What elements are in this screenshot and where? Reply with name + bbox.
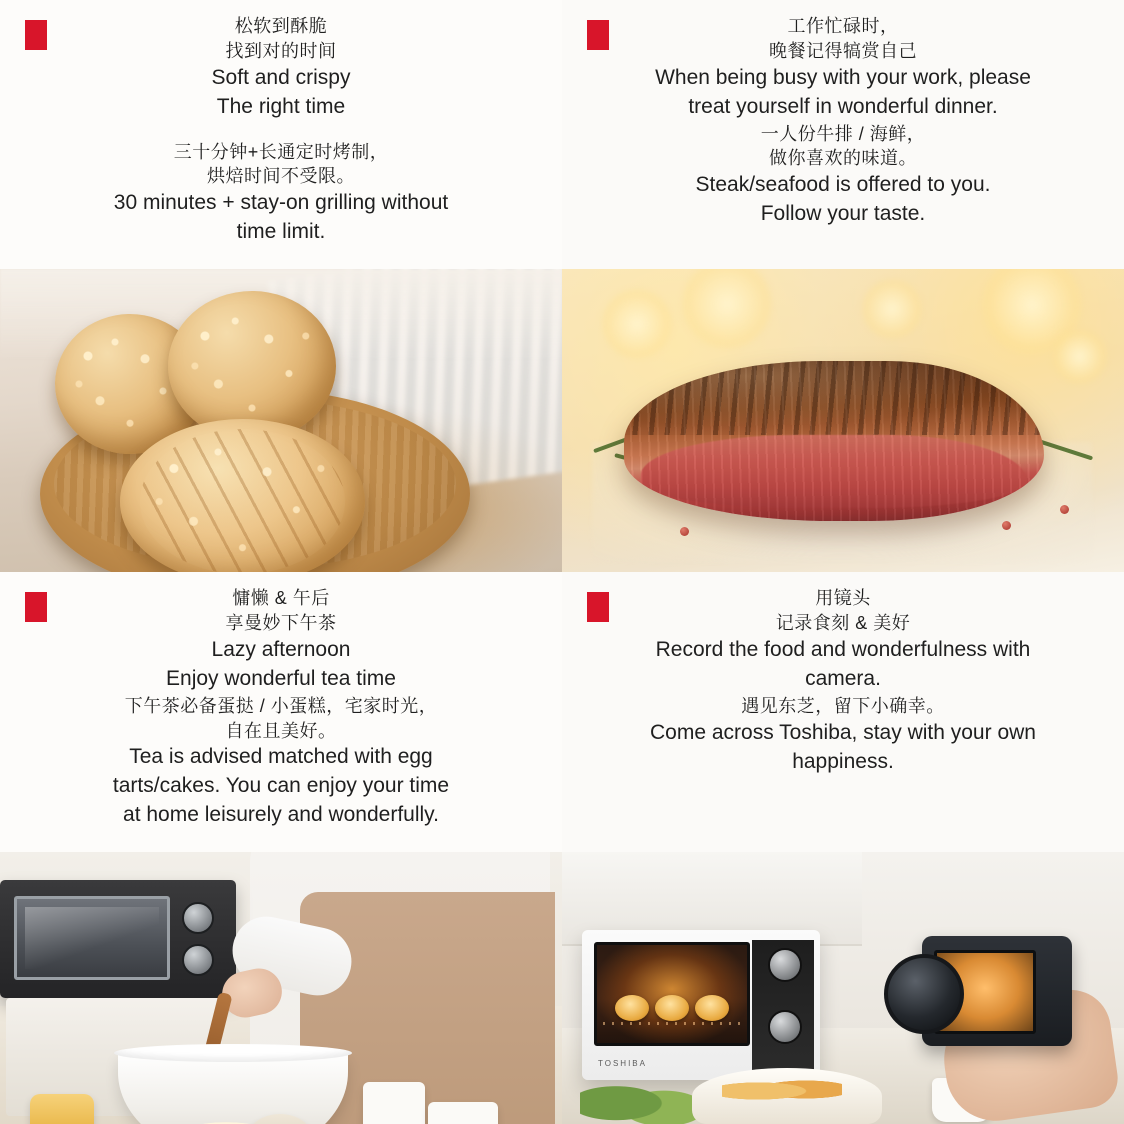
- steak-photo: [562, 269, 1124, 572]
- text-line: time limit.: [236, 220, 326, 244]
- text-line: 记录食刻 & 美好: [775, 613, 911, 634]
- oven-brand-label: TOSHIBA: [598, 1059, 647, 1069]
- whisking-photo-art: [0, 852, 562, 1124]
- text-line: Record the food and wonderfulness with: [655, 637, 1031, 661]
- text-block-busy-work-dinner: [562, 0, 1124, 269]
- text-line: 遇见东芝，留下小确幸。: [741, 695, 945, 716]
- text-lines: [618, 14, 1068, 229]
- text-line: 三十分钟+长通定时烤制，: [173, 141, 389, 162]
- red-square-marker-icon: [25, 592, 47, 622]
- steak-photo-art: [562, 269, 1124, 572]
- text-line: 慵懒 & 午后: [232, 588, 330, 609]
- bread-photo-art: [0, 269, 562, 572]
- text-line: Steak/seafood is offered to you.: [695, 173, 991, 197]
- text-line: Enjoy wonderful tea time: [166, 666, 396, 690]
- camera-oven-photo-art: [562, 852, 1124, 1124]
- text-line: happiness.: [792, 749, 894, 773]
- text-line: Come across Toshiba, stay with your own: [650, 720, 1036, 744]
- text-line: 下午茶必备蛋挞 / 小蛋糕，宅家时光，: [124, 695, 438, 716]
- text-line: 用镜头: [815, 588, 871, 609]
- red-square-marker-icon: [25, 20, 47, 50]
- text-line: Soft and crispy: [211, 65, 351, 89]
- text-line: 工作忙碌时，: [787, 16, 899, 36]
- red-square-marker-icon: [587, 20, 609, 50]
- camera: [922, 936, 1072, 1046]
- red-square-marker-icon: [587, 592, 609, 622]
- bread-photo: [0, 269, 562, 572]
- text-line: Lazy afternoon: [211, 637, 351, 661]
- text-line: 松软到酥脆: [234, 16, 328, 36]
- text-line: 做你喜欢的味道。: [769, 148, 917, 169]
- text-line: 晚餐记得犒赏自己: [769, 40, 917, 61]
- whisking-photo: [0, 852, 562, 1124]
- text-line: 自在且美好。: [225, 720, 337, 741]
- text-line: Tea is advised matched with egg: [129, 745, 433, 769]
- text-lines: [56, 14, 506, 247]
- text-line: The right time: [216, 94, 346, 118]
- camera-oven-photo: [562, 852, 1124, 1124]
- toshiba-oven: [582, 930, 820, 1080]
- text-line: Follow your taste.: [760, 202, 926, 226]
- text-line: 30 minutes + stay-on grilling without: [113, 191, 449, 215]
- text-line: camera.: [805, 666, 881, 690]
- text-block-soft-and-crispy: [0, 0, 562, 269]
- text-line: tarts/cakes. You can enjoy your time: [112, 774, 450, 798]
- text-lines: [56, 586, 506, 830]
- text-line: When being busy with your work, please: [655, 65, 1031, 89]
- text-lines: [618, 586, 1068, 776]
- text-line: at home leisurely and wonderfully.: [123, 803, 439, 827]
- text-line: treat yourself in wonderful dinner.: [688, 94, 998, 118]
- paragraph-gap: [56, 122, 506, 140]
- text-block-record-with-camera: [562, 572, 1124, 852]
- text-block-lazy-afternoon: [0, 572, 562, 852]
- text-line: 烘焙时间不受限。: [207, 166, 355, 187]
- text-line: 享曼妙下午茶: [225, 613, 337, 634]
- text-line: 一人份牛排 / 海鲜，: [760, 123, 926, 144]
- text-line: 找到对的时间: [225, 40, 337, 61]
